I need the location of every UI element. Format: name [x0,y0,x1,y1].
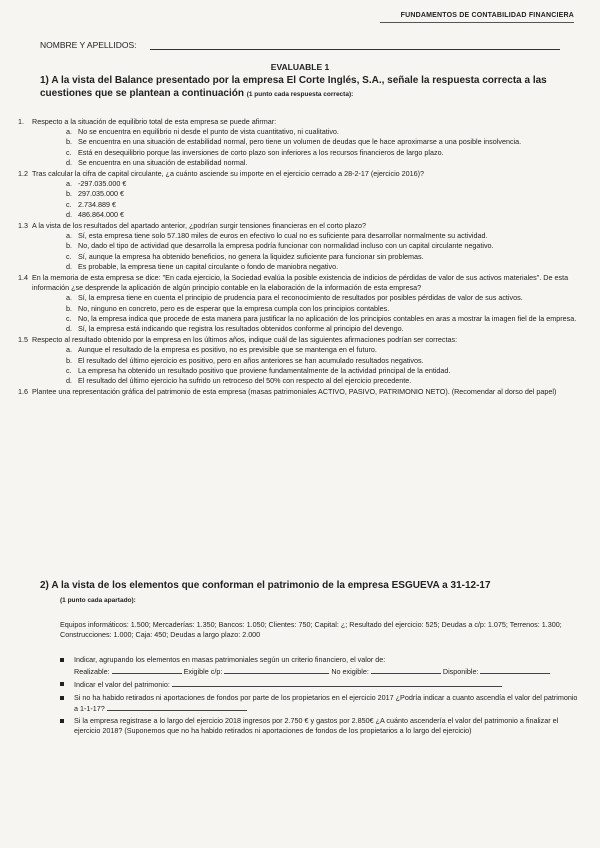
section1-number: 1) [40,75,49,86]
section1-points: (1 punto cada respuesta correcta): [246,91,354,98]
disponible-label: Disponible: [442,667,479,677]
answer-option[interactable] [66,261,578,272]
option-text: Se encuentra en una situación de estabilidad normal, pero tiene un volumen de deudas que le hace aproximarse a una posible insolvencia. [78,137,522,147]
task-4-text: Si la empresa registrase a lo largo del ejercicio 2018 ingresos por 2.750 € y gastos por 2.850€ ¿A cuánto ascendería el valor del patrimonio a finalizar el ejercicio 2018? (Suponemos que no ha habido retirados ni aportaciones de fondos de los propietarios a lo largo del ejercicio) [74,716,559,736]
option-text: No se encuentra en equilibrio ni desde el punto de vista cuantitativo, ni cualitativo. [78,127,339,137]
option-letter: b. [66,189,72,199]
section1-heading-text: A la vista del Balance presentado por la empresa El Corte Inglés, S.A., señale la respuesta correcta a las cuestiones que se plantean a continuación [40,75,547,99]
option-text: 2.734.889 € [78,199,116,209]
question-6 [18,387,578,397]
exigible-label: Exigible c/p: [183,667,223,677]
option-letter: d. [66,261,72,271]
option-text: Sí, la empresa tiene en cuenta el principio de prudencia para el reconocimiento de resultados por posibles pérdidas de valor de sus activos. [78,293,523,303]
bullet-icon [60,719,64,723]
option-letter: c. [66,147,72,157]
section2-points: (1 punto cada apartado): [60,597,136,604]
question-2 [18,169,578,220]
option-letter: c. [66,313,72,323]
option-letter: d. [66,324,72,334]
bullet-icon [60,682,64,686]
exigible-field[interactable] [224,666,329,674]
task-3 [60,693,580,714]
answer-option[interactable] [66,303,578,314]
no-exigible-label: No exigible: [331,667,369,677]
task-1-text: Indicar, agrupando los elementos en masas patrimoniales según un criterio financiero, el valor de: [74,655,386,664]
section2-heading-text: A la vista de los elementos que conforman el patrimonio de la empresa ESGUEVA a 31-12-17 [51,580,491,591]
exam-title: EVALUABLE 1 [270,62,330,72]
answer-option[interactable] [66,157,578,168]
bullet-icon [60,658,64,662]
task-2-text: Indicar el valor del patrimonio: [74,680,170,690]
section2-tasks [60,655,580,738]
bullet-icon [60,696,64,700]
answer-option[interactable] [66,313,578,324]
option-letter: a. [66,179,72,189]
task-4 [60,716,580,736]
option-letter: b. [66,241,72,251]
option-text: Es probable, la empresa tiene un capital circulante o fondo de maniobra negativo. [78,261,339,271]
answer-option[interactable] [66,241,578,251]
option-text: El resultado del último ejercicio es positivo, pero en años anteriores se han acumulado resultados negativos. [78,355,424,365]
question-text: A la vista de los resultados del apartado anterior, ¿podrían surgir tensiones financieras en el corto plazo? [32,221,367,231]
option-text: No, dado el tipo de actividad que desarrolla la empresa podría funcionar con normalidad incluso con un capital circulante negativo. [78,241,494,251]
option-letter: d. [66,157,72,167]
answer-option[interactable] [66,324,578,334]
option-text: La empresa ha obtenido un resultado positivo que proviene fundamentalmente de la actividad principal de la entidad. [78,365,451,375]
name-label: NOMBRE Y APELLIDOS: [40,40,137,50]
question-number: 1.2 [18,169,28,179]
option-text: 486.864.000 € [78,209,124,219]
question-text: Plantee una representación gráfica del patrimonio de esta empresa (masas patrimoniales ACTIVO, PASIVO, PATRIMONIO NETO). (Recomendar al dorso del papel) [32,387,557,397]
option-text: Sí, esta empresa tiene solo 57.180 miles de euros en efectivo lo cual no es suficiente para desarrollar normalmente su actividad. [78,231,488,241]
option-letter: b. [66,355,72,365]
option-text: No, ninguno en concreto, pero es de esperar que la empresa cumpla con los principios contables. [78,303,390,313]
answer-option[interactable] [66,376,578,386]
option-letter: b. [66,137,72,147]
answer-option[interactable] [66,355,578,366]
option-letter: a. [66,231,72,241]
realizable-label: Realizable: [74,667,110,677]
answer-option[interactable] [66,127,578,137]
task-3-answer-field[interactable] [107,703,247,711]
question-4 [18,273,578,334]
task-1-fields [74,666,580,677]
option-text: Está en desequilibrio porque las inversiones de corto plazo son inferiores a los recursos financieros de largo plazo. [78,147,444,157]
section2-heading [40,579,570,592]
option-letter: d. [66,376,72,386]
option-text: Sí, aunque la empresa ha obtenido beneficios, no genera la liquidez suficiente para funcionar sin problemas. [78,251,424,261]
question-3 [18,221,578,272]
section2-number: 2) [40,580,49,591]
answer-option[interactable] [66,365,578,376]
disponible-field[interactable] [480,666,550,674]
option-letter: a. [66,127,72,137]
task-2-answer-field[interactable] [172,679,502,687]
task-2 [60,679,580,690]
option-text: Sí, la empresa está indicando que registra los resultados obtenidos conforme al principio del devengo. [78,324,404,334]
answer-option[interactable] [66,179,578,189]
realizable-field[interactable] [112,666,182,674]
answer-option[interactable] [66,231,578,241]
option-text: Aunque el resultado de la empresa es positivo, no es previsible que se mantenga en el futuro. [78,345,377,355]
question-text: En la memoria de esta empresa se dice: "En cada ejercicio, la Sociedad evalúa la posible existencia de indicios de pérdidas de valor de sus activos materiales". De esta información ¿se desprende la aplicación de algún principio contable en la elaboración de la información de esta empresa? [32,273,569,293]
answer-option[interactable] [66,209,578,220]
option-letter: c. [66,251,72,261]
task-3-text: Si no ha habido retirados ni aportaciones de fondos por parte de los propietarios en el ejercicio 2017 ¿Podría indicar a cuanto ascendía el valor del patrimonio a 1-1-17? [74,692,578,713]
name-field-line[interactable] [150,49,560,50]
question-number: 1.5 [18,335,28,345]
option-letter: a. [66,345,72,355]
question-text: Respecto al resultado obtenido por la empresa en los últimos años, indique cuál de las siguientes afirmaciones podrían ser correctas: [32,335,458,345]
option-text: 297.035.000 € [78,189,124,199]
course-title: FUNDAMENTOS DE CONTABILIDAD FINANCIERA [400,12,574,19]
option-letter: c. [66,199,72,209]
question-number: 1.4 [18,273,28,283]
question-1 [18,117,578,168]
task-1 [60,655,580,677]
question-number: 1.6 [18,387,28,397]
answer-option[interactable] [66,199,578,210]
patrimony-elements: Equipos informáticos: 1.500; Mercaderías: 1.350; Bancos: 1.050; Clientes: 750; Capital: ¿; Resultado del ejercicio: 525; Deudas a c/p: 1.075; Terrenos: 1.300; Construcciones: 1.000; Caja: 450; Deudas a largo plazo: 2.000 [60,620,562,639]
answer-option[interactable] [66,137,578,147]
header-rule [380,22,574,23]
question-text: Respecto a la situación de equilibrio total de esta empresa se puede afirmar: [32,117,277,126]
answer-option[interactable] [66,251,578,262]
answer-option[interactable] [66,345,578,355]
section1-heading [40,74,570,101]
no-exigible-field[interactable] [371,666,441,674]
option-letter: d. [66,209,72,219]
option-text: No, la empresa indica que procede de esta manera para justificar la no aplicación de los principios contables en aras a mostrar la imagen fiel de la empresa. [78,313,577,323]
question-number: 1. [18,117,24,126]
answer-option[interactable] [66,189,578,199]
option-text: El resultado del último ejercicio ha sufrido un retroceso del 50% con respecto al del ejercicio precedente. [78,376,412,386]
answer-option[interactable] [66,293,578,303]
option-letter: c. [66,365,72,375]
section1-questions [18,117,578,398]
option-text: Se encuentra en una situación de estabilidad normal. [78,157,248,167]
question-5 [18,335,578,386]
question-text: Tras calcular la cifra de capital circulante, ¿a cuánto asciende su importe en el ejercicio cerrado a 28-2-17 (ejercicio 2016)? [32,169,425,179]
question-number: 1.3 [18,221,28,231]
answer-option[interactable] [66,147,578,158]
option-text: -297.035.000 € [78,179,127,189]
option-letter: b. [66,303,72,313]
option-letter: a. [66,293,72,303]
